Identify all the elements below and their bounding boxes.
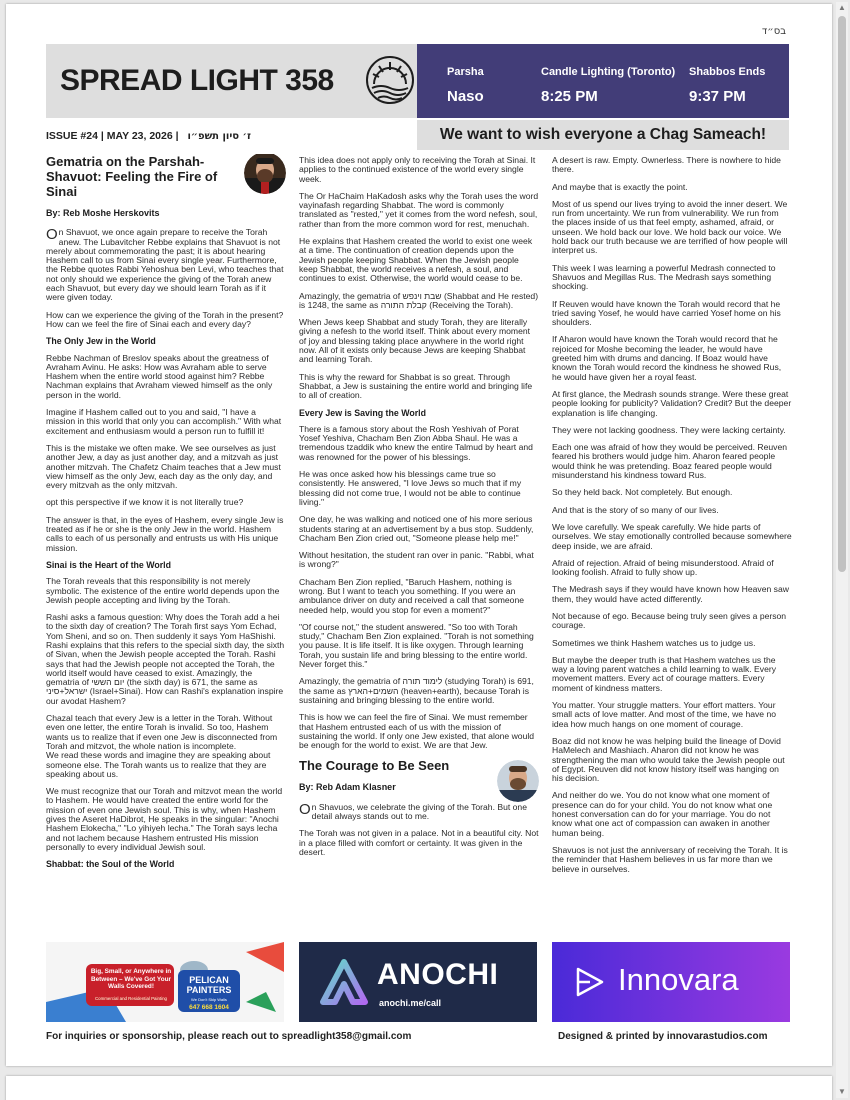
anochi-logo-icon [319, 958, 369, 1008]
paragraph: The Medrash says if they would have known how Heaven saw them, they would have acted differently. [552, 584, 789, 604]
subheading: Every Jew is Saving the World [299, 407, 426, 418]
vertical-scrollbar[interactable] [836, 2, 848, 1098]
paragraph: The Torah reveals that this responsibility is not merely symbolic. The existence of the entire world depends upon the Jewish people accepting and living by the Torah. [46, 576, 280, 605]
anochi-url[interactable]: anochi.me/call [379, 998, 442, 1008]
parsha-value: Naso [447, 88, 484, 105]
paragraph: Amazingly, the gematria of לימוד תורה (studying Torah) is 691, the same as השמים+הארץ (heaven+earth), because Torah is sustaining and bringing blessing to the entire world. [299, 676, 534, 705]
candle-lighting-label: Candle Lighting (Toronto) [541, 66, 676, 78]
paragraph: There is a famous story about the Rosh Yeshivah of Porat Yosef Yeshiva, Chacham Ben Zion Abba Shaul. He was a tremendous tzaddik who knew the entire Talmud by heart and was renowned for the power of his blessings. [299, 423, 533, 462]
paragraph: So they held back. Not completely. But enough. [552, 487, 733, 498]
paragraph: And that is the story of so many of our lives. [552, 504, 719, 515]
issue-line [46, 130, 251, 142]
paragraph [299, 800, 539, 822]
hebrew-date: ז׳ סיון תשפ״ו [187, 131, 252, 142]
paragraph: This is how we can feel the fire of Sinai. We must remember that Hashem entrusted each of us with the mission of sustaining the world. If only one Jew existed, that alone would be enough for the world to exist. We are that Jew. [299, 712, 535, 751]
paragraph: You matter. Your struggle matters. Your effort matters. Your small acts of love matter. And most of the time, we have no idea how much hangs on one moment of courage. [552, 700, 777, 729]
paragraph: We love carefully. We speak carefully. We hide parts of ourselves. We stay emotionally controlled because somewhere deep inside, we are afraid. [552, 521, 792, 551]
paragraph: This week I was learning a powerful Medrash connected to Shavuos and Megillas Rus. The Medrash says something shocking. [552, 262, 776, 292]
paragraph: opt this perspective if we know it is not literally true? [46, 497, 244, 508]
scroll-up-arrow-icon[interactable]: ▲ [838, 3, 846, 12]
play-logo-icon [572, 965, 606, 999]
subheading: The Only Jew in the World [46, 336, 156, 347]
paragraph: Each one was afraid of how they would be perceived. Reuven feared his brothers would judge him. Aharon feared people would think he was pretending. Boaz feared people would misunderstand his kindness toward Rus. [552, 442, 788, 481]
paragraph: Sometimes we think Hashem watches us to judge us. [552, 637, 756, 648]
paragraph: If Reuven would have known the Torah would record that he tried saving Yosef, he would have carried Yosef home on his shoulders. [552, 298, 781, 328]
paragraph: Most of us spend our lives trying to avoid the inner desert. We run from uncertainty. We run from vulnerability. We run from the places inside of us that feel empty, ashamed, afraid, or unseen. We hold back our love. We hold back our voice. We hold back our truth because we are terrified of how people will interpret us. [552, 198, 788, 256]
issue-number-date: ISSUE #24 | MAY 23, 2026 | [46, 130, 179, 142]
footer-inquiries: For inquiries or sponsorship, please reach out to spreadlight358@gmail.com [46, 1031, 412, 1042]
pelican-brand-line2: PAINTERS [186, 985, 232, 995]
anochi-name: ANOCHI [377, 958, 499, 991]
article-title-courage: The Courage to Be Seen [299, 758, 450, 774]
candle-lighting-value: 8:25 PM [541, 88, 598, 105]
paragraph: Imagine if Hashem called out to you and said, "I have a mission in this world that only you can accomplish." With what excitement and enthusiasm would a person run to fulfill it! [46, 407, 282, 436]
pelican-tagline: Big, Small, or Anywhere in Between – We've Got Your Walls Covered! [90, 968, 172, 991]
shabbos-ends-value: 9:37 PM [689, 88, 746, 105]
paragraph: We read these words and imagine they are speaking about someone else. The Torah wants us to realize that they are speaking about us. [46, 750, 271, 779]
paragraph-text: n Shavuot, we once again prepare to receive the Torah anew. The Lubavitcher Rebbe explains that Shavuot is not merely about commemorating the past; it is about hearing Hashem call to us from Sinai every single year. Furthermore, the Rebbe quotes Rabbi Yehoshua ben Levi, who teaches that not only should we experience the giving of the Torah anew each Shavuot, but every day we should learn Torah as if it were given today. [46, 227, 284, 303]
article-title-gematria: Gematria on the Parshah- Shavuot: Feeling the Fire of Sinai [46, 154, 218, 199]
pelican-brand-sub: We Don't Skip Walls [191, 997, 227, 1002]
scroll-thumb[interactable] [838, 16, 846, 572]
bsd-mark: בס״ד [761, 26, 786, 37]
paragraph: We must recognize that our Torah and mitzvot mean the world to Hashem. He would have created the entire world for the mission of even one Jewish soul. This is why, when Hashem gives the Aseret HaDibrot, He speaks in the singular: "Anochi Hashem Elokecha," "Lo yihiyeh lecha." The Torah says lecha and not lachem because Hashem entrusted His mission personally to every individual Jewish soul. [46, 786, 283, 852]
subheading: Shabbat: the Soul of the World [46, 859, 175, 870]
paragraph: Afraid of rejection. Afraid of being misunderstood. Afraid of looking foolish. Afraid to fully show up. [552, 557, 774, 578]
parsha-label: Parsha [447, 66, 484, 78]
paragraph: He explains that Hashem created the world to exist one week at a time. The continuation of creation depends upon the Jewish people keeping Shabbat. When the Jewish people keep Shabbat, the world receives a nefesh, a soul, and continues to exist. Otherwise, the world would cease to be. [299, 236, 533, 284]
paragraph: Amazingly, the gematria of שבת וינפש (Shabbat and He rested) is 1248, the same as קבלת התורה (Receiving the Torah). [299, 290, 539, 310]
ad-innovara[interactable] [552, 942, 790, 1022]
dropcap: O [46, 226, 58, 244]
paragraph: Chazal teach that every Jew is a letter in the Torah. Without even one letter, the entire Torah is invalid. So too, Hashem wants us to realize that if even one Jew is disconnected from Torah and mitzvot, the whole nation is incomplete. [46, 713, 278, 751]
masthead [46, 44, 417, 118]
paragraph: Not because of ego. Because being truly seen gives a person courage. [552, 610, 787, 631]
scroll-down-arrow-icon[interactable]: ▼ [838, 1087, 846, 1096]
ad-anochi[interactable] [299, 942, 537, 1022]
paragraph: The answer is that, in the eyes of Hashem, every single Jew is treated as if he or she is the only Jew in the world. Hashem calls to each of us personally and entrusts us with His unique mission. [46, 514, 284, 553]
paragraph: Chacham Ben Zion replied, "Baruch Hashem, nothing is wrong. But I want to teach you something. If you were an ambulance driver on duty and received a call that someone needed help, would you stop for even a moment?" [299, 576, 525, 615]
paragraph-text: n Shavuos, we celebrate the giving of the Torah. But one detail always stands out to me. [311, 801, 527, 822]
author-photo-herskovits [244, 154, 286, 194]
innovara-name: Innovara [618, 962, 739, 997]
paragraph: This is why the reward for Shabbat is so great. Through Shabbat, a Jew is sustaining the entire world and bringing life to all of creation. [299, 371, 533, 401]
paragraph: The Torah was not given in a palace. Not in a beautiful city. Not in a place filled with comfort or certainty. It was given in the desert. [299, 828, 539, 857]
author-photo-klasner [497, 760, 539, 802]
paragraph: At first glance, the Medrash sounds strange. Were these great people looking for publicity? Validation? Credit? But the deeper explanation is life changing. [552, 388, 792, 418]
column-1 [46, 154, 286, 944]
paragraph: But maybe the deeper truth is that Hashem watches us the way a loving parent watches a child learning to walk. Every movement matters. Every act of courage matters. Every moment of kindness matters. [552, 654, 777, 693]
byline-klasner: By: Reb Adam Klasner [299, 782, 396, 793]
column-3 [552, 156, 792, 936]
paragraph: A desert is raw. Empty. Ownerless. There is nowhere to hide there. [552, 156, 781, 175]
pelican-phone: 647 668 1604 [189, 1004, 229, 1011]
paragraph: "Of course not," the student answered. "So too with Torah study," Chacham Ben Zion explained. "Torah is not something you pause. It is life itself. It is like oxygen. Through learning Torah, you sustain life and bring blessing to the entire world. Never forget this." [299, 621, 534, 670]
paragraph: Rebbe Nachman of Breslov speaks about the greatness of Avraham Avinu. He asks: How was Avraham able to serve Hashem when the entire world stood against him? Rebbe Nachman explains that Avraham viewed himself as the only person in the world. [46, 352, 273, 400]
column-2 [299, 156, 539, 944]
pelican-brand-line1: PELICAN [189, 975, 229, 985]
paragraph: Boaz did not know he was helping build the lineage of Dovid HaMelech and Mashiach. Aharon did not know he was strengthening the man who would take the Jewish people out of Egypt. Reuven did not know history itself was hanging on his decision. [552, 735, 785, 784]
sunrise-logo-icon [364, 54, 416, 106]
info-banner [417, 44, 789, 118]
paragraph: Shavuos is not just the anniversary of receiving the Torah. It is the reminder that Hashem believes in us far more than we believe in ourselves. [552, 844, 788, 874]
paragraph: If Aharon would have known the Torah would record that he rejoiced for Moshe becoming the leader, he would have greeted him with drums and dancing. If Boaz would have known the Torah would record the kindness he showed Rus, he would have given her a royal feast. [552, 334, 782, 382]
paragraph [46, 228, 286, 302]
newsletter-page [6, 4, 832, 1066]
paragraph: They were not lacking goodness. They were lacking certainty. [552, 424, 786, 435]
subheading: Sinai is the Heart of the World [46, 559, 171, 570]
paragraph: And neither do we. You do not know what one moment of presence can do for your child. You do not know what one honest conversation can do for your marriage. You do not know what one act of compassion can awaken in another human being. [552, 790, 773, 838]
shabbos-ends-label: Shabbos Ends [689, 66, 766, 78]
next-page-edge [6, 1076, 832, 1100]
dropcap: O [299, 800, 311, 818]
paragraph: How can we experience the giving of the Torah in the present? How can we feel the fire of Sinai each and every day? [46, 309, 284, 329]
byline-herskovits: By: Reb Moshe Herskovits [46, 208, 160, 218]
paragraph: Rashi asks a famous question: Why does the Torah add a hei to the sixth day of creation? The Torah first says Yom Echad, Yom Sheni, and so on. Then suddenly it says Yom HaShishi. Rashi explains that this refers to the special sixth day, the sixth of Sivan, when the Jewish people accepted the Torah. Rashi says that had the Jewish people not accepted the Torah, the world itself would have ceased to exist. Amazingly, the gematria of יום הששי (the sixth day) is 671, the same as ישראל+סיני (Israel+Sinai). How can Rashi's explanation inspire our avodat Hashem? [46, 612, 285, 706]
paragraph: Without hesitation, the student ran over in panic. "Rabbi, what is wrong?" [299, 550, 534, 570]
pelican-sub: Commercial and Residential Painting [95, 996, 167, 1001]
paragraph: This is the mistake we often make. We see ourselves as just another Jew, a day as just another day, and a mitzvah as just another mitzvah. The Chafetz Chaim teaches that a Jew must view himself as the only Jew, each day as the only day, and every mitzvah as the only mitzvah. [46, 442, 281, 491]
paragraph: One day, he was walking and noticed one of his more serious students staring at an advertisement by a bus stop. Suddenly, Chacham Ben Zion cried out, "Someone please help me!" [299, 514, 534, 543]
paragraph: The Or HaChaim HaKadosh asks why the Torah uses the word vayinafash regarding Shabbat. The word is commonly translated as "rested," yet it comes from the word nefesh, soul, rather than from the more common word for rest, menuchah. [299, 190, 539, 229]
paragraph: He was once asked how his blessings came true so consistently. He answered, "I love Jews so much that if my blessing did not come true, I would not be able to continue living." [299, 469, 522, 507]
paragraph: And maybe that is exactly the point. [552, 181, 688, 192]
chag-sameach-banner: We want to wish everyone a Chag Sameach! [417, 120, 789, 150]
footer-credit: Designed & printed by innovarastudios.com [558, 1031, 768, 1042]
ad-pelican-painters[interactable] [46, 942, 284, 1022]
paragraph: When Jews keep Shabbat and study Torah, they are literally giving a nefesh to the world itself. Think about every moment of joy and blessing taking place anywhere in the world right now. All of it exists only because Jews are keeping Shabbat and learning Torah. [299, 317, 531, 365]
paragraph: This idea does not apply only to receiving the Torah at Sinai. It applies to the continued existence of the world every single week. [299, 156, 536, 184]
newsletter-title: SPREAD LIGHT 358 [60, 64, 334, 97]
